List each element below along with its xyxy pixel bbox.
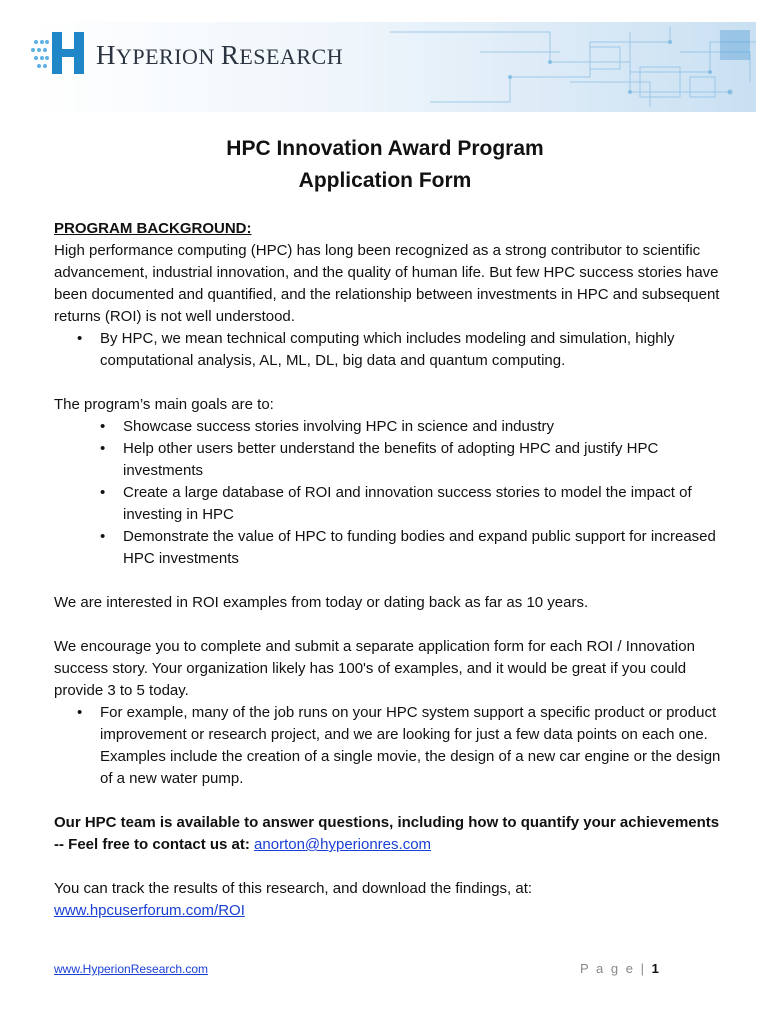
footer-website-link[interactable]: www.HyperionResearch.com — [54, 962, 209, 976]
contact-email-link[interactable]: anorton@hyperionres.com — [254, 836, 432, 853]
company-wordmark: HYPERION RESEARCH — [96, 40, 344, 70]
contact-paragraph — [54, 812, 724, 856]
goals-list — [54, 416, 724, 570]
document-body — [54, 218, 724, 922]
interest-paragraph: We are interested in ROI examples from today or dating back as far as 10 years. — [54, 594, 589, 611]
track-paragraph: You can track the results of this research, and download the findings, at: — [54, 880, 533, 897]
example-list — [54, 702, 724, 790]
goals-intro: The program’s main goals are to: — [54, 396, 274, 413]
background-paragraph: High performance computing (HPC) has long been recognized as a strong contributor to scientific advancement, industrial innovation, and the quality of human life. But few HPC success stories have been documented and quantified, and the relationship between investments in HPC and subsequent returns (ROI) is not well understood. — [54, 242, 720, 325]
section-heading: PROGRAM BACKGROUND: — [54, 220, 252, 237]
track-results-link[interactable]: www.hpcuserforum.com/ROI — [54, 902, 245, 919]
page-label: P a g e | — [580, 961, 646, 976]
contact-text: Our HPC team is available to answer questions, including how to quantify your achievements -- Feel free to contact us at: — [54, 814, 720, 853]
list-item: • Create a large database of ROI and innovation success stories to model the impact of investing in HPC — [54, 482, 724, 526]
page-number — [580, 961, 659, 976]
list-item: • Demonstrate the value of HPC to funding bodies and expand public support for increased HPC investments — [54, 526, 724, 570]
encourage-paragraph: We encourage you to complete and submit a separate application form for each ROI / Innovation success story. Your organization likely has 100's of examples, and it would be great if you could provide 3 to 5 today. — [54, 638, 695, 699]
list-item: • Help other users better understand the benefits of adopting HPC and justify HPC investments — [54, 438, 724, 482]
page-number-value: 1 — [651, 961, 659, 976]
definition-list — [54, 328, 724, 372]
page-title: HPC Innovation Award Program — [226, 137, 544, 160]
list-item: • For example, many of the job runs on your HPC system support a specific product or product improvement or research project, and we are looking for just a few data points on each one. Examples include the creation of a single movie, the design of a new car engine or the design of a new water pump. — [54, 702, 724, 790]
page-subtitle: Application Form — [298, 169, 472, 192]
list-item: • Showcase success stories involving HPC in science and industry — [54, 416, 724, 438]
list-item: • By HPC, we mean technical computing which includes modeling and simulation, highly computational analysis, AL, ML, DL, big data and quantum computing. — [54, 328, 724, 372]
hyperion-logo-icon — [30, 28, 90, 78]
